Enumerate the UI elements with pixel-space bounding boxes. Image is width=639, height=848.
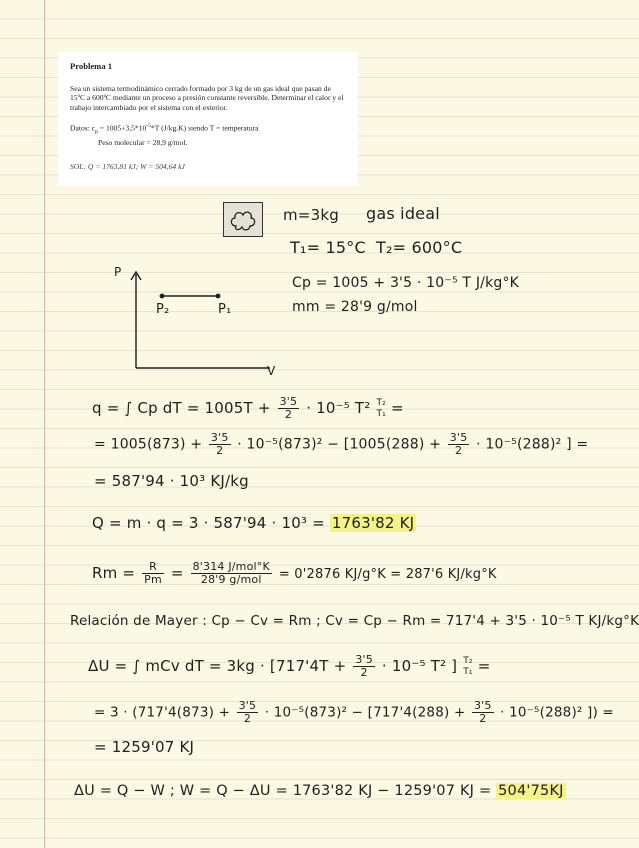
problem-statement-box (58, 52, 358, 186)
p2-label: P₂ (156, 302, 170, 317)
problem-title: Problema 1 (70, 61, 113, 71)
problem-data: Datos: $c_p = 1005+3,5*10^{-5}*T$ (J/kg.K) siendo T = temperatura (70, 123, 259, 136)
step-total-heat: Q = m · q = 3 · 587'94 · 10³ = 1763'82 KJ (92, 514, 415, 532)
problem-solution: SOL: Q = 1763,81 kJ; W = 504,64 kJ (70, 161, 185, 171)
margin-line (44, 0, 45, 848)
step-q-substitution: = 1005(873) + $\frac{3'5}{2}$ · 10⁻⁵(873)² − [1005(288) + $\frac{3'5}{2}$ · 10⁻⁵(288)² ] = (94, 431, 589, 457)
step-q-integral: q = ∫ Cp dT = 1005T + $\frac{3'5}{2}$ · 10⁻⁵ T² T₂ T₁ = (92, 395, 404, 421)
state-p2-point (160, 294, 165, 299)
state-p1-point (216, 294, 221, 299)
gas-cloud-icon (224, 203, 262, 236)
total-heat-highlight: 1763'82 KJ (331, 514, 415, 532)
given-cp: Cp = 1005 + 3'5 · 10⁻⁵ T J/kg°K (292, 275, 520, 291)
step-gas-constant: Rm = $\frac{R}{Pm}$ = $\frac{\text{8'314 J/mol°K}}{\text{28'9 g/mol}}$ = 0'2876 KJ/g°K = 287'6 KJ/kg°K (92, 560, 497, 586)
step-du-integral: ΔU = ∫ mCv dT = 3kg · [717'4T + $\frac{3'5}{2}$ · 10⁻⁵ T² ] T₂ T₁ = (88, 653, 491, 679)
step-mayer-relation: Relación de Mayer : Cp − Cv = Rm ; Cv = Cp − Rm = 717'4 + 3'5 · 10⁻⁵ T KJ/kg°K (70, 613, 639, 629)
p-axis-label: P (114, 265, 122, 279)
work-highlight: 504'75KJ (498, 783, 564, 799)
p1-label: P₁ (218, 302, 232, 317)
problem-statement: Sea un sistema termodinámico cerrado formado por 3 kg de un gas ideal que pasan de 15ºC a 600ºC mediante un proceso a presión constante reversible. Determinar el calor y el trabajo intercambiado por el sistema con el exterior. (70, 83, 344, 112)
v-axis-label: V (267, 364, 276, 378)
gas-container-icon (223, 202, 263, 237)
given-t1: T₁= 15°C (290, 238, 366, 257)
step-du-substitution: = 3 · (717'4(873) + $\frac{3'5}{2}$ · 10⁻⁵(873)² − [717'4(288) + $\frac{3'5}{2}$ · 10⁻⁵(288)² ]) = (94, 699, 614, 725)
step-work: ΔU = Q − W ; W = Q − ΔU = 1763'82 KJ − 1259'07 KJ = 504'75KJ (74, 783, 564, 799)
step-du-result: = 1259'07 KJ (94, 738, 195, 756)
given-molar-mass: mm = 28'9 g/mol (292, 299, 418, 315)
given-t2: T₂= 600°C (376, 238, 463, 257)
problem-molecular-weight: Peso molecular = 28,9 g/mol. (98, 138, 188, 148)
step-q-result: = 587'94 · 10³ KJ/kg (94, 472, 249, 490)
given-gas-type: gas ideal (366, 204, 440, 223)
pv-diagram (110, 268, 290, 383)
given-mass: m=3kg (283, 206, 339, 224)
